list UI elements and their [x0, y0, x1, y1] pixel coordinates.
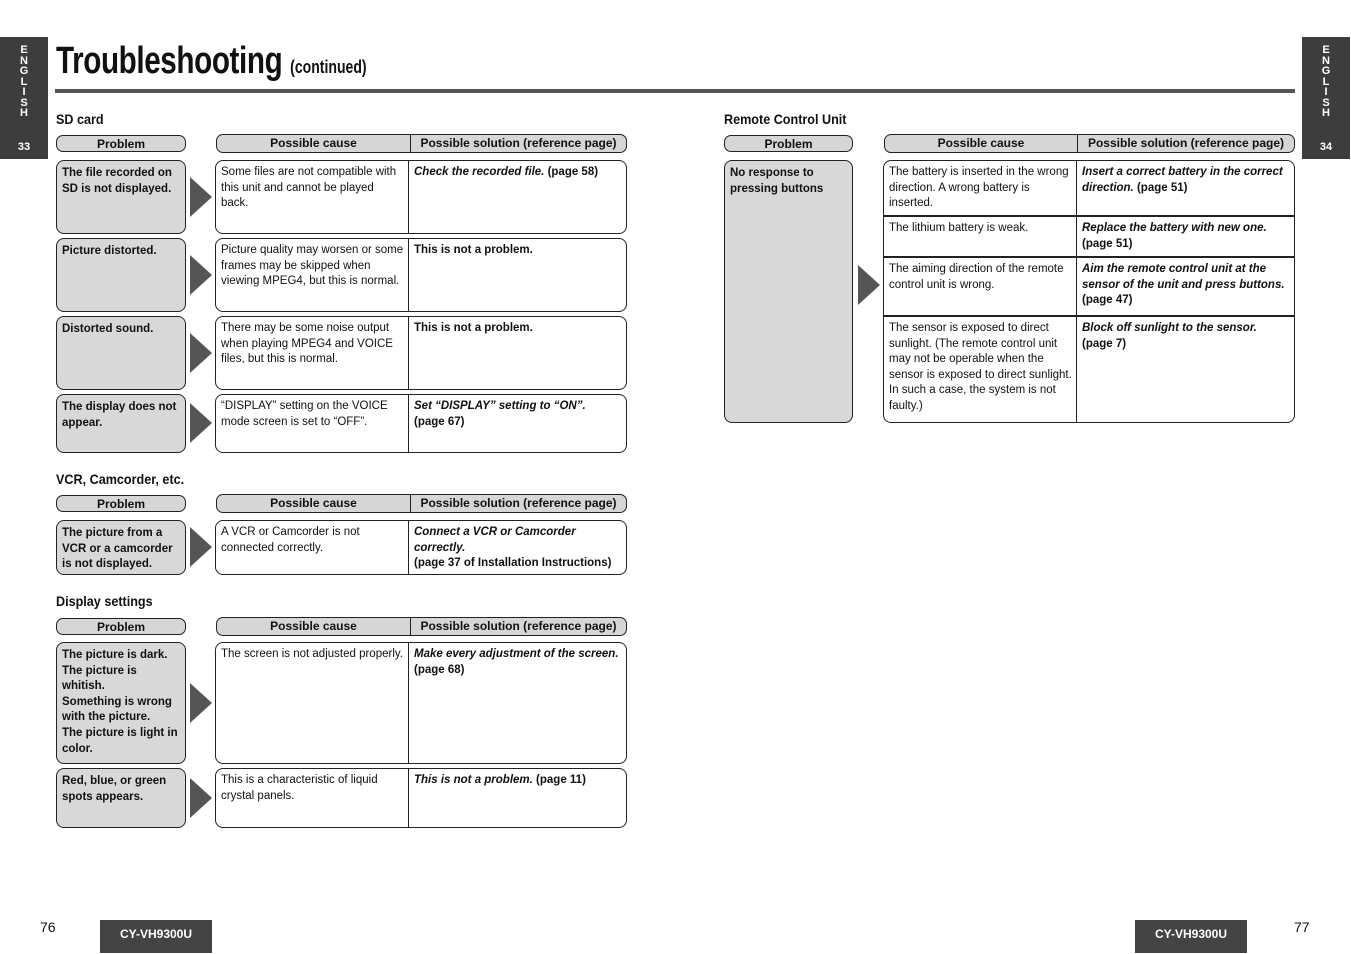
arrow-icon: [190, 778, 212, 818]
problem-cell: The display does not appear.: [56, 394, 186, 453]
header-problem-vcr: Problem: [56, 495, 186, 512]
header-cause: Possible cause: [885, 135, 1078, 152]
cause-cell: The aiming direction of the remote control unit is wrong.: [889, 263, 1064, 291]
language-tab-left: [0, 37, 48, 159]
arrow-icon: [190, 683, 212, 723]
header-solution: Possible solution (reference page): [420, 619, 617, 633]
solution-cell: This is not a problem.: [414, 322, 533, 334]
section-title-vcr: VCR, Camcorder, etc.: [56, 471, 185, 487]
arrow-icon: [190, 403, 212, 443]
header-problem-remote: Problem: [724, 135, 853, 152]
table-row: [215, 642, 627, 764]
solution-cell: Aim the remote control unit at the sensor of the unit and press buttons. (page 47): [1082, 263, 1285, 307]
header-solution: Possible solution (reference page): [1087, 136, 1285, 150]
header-cause-solution-vcr: [216, 494, 627, 513]
header-cause-solution-remote: [884, 134, 1295, 153]
problem-cell: The file recorded on SD is not displayed.: [56, 160, 186, 234]
solution-cell: Set “DISPLAY” setting to “ON”. (page 67): [414, 400, 586, 428]
arrow-icon: [190, 333, 212, 373]
header-cause: Possible cause: [217, 135, 411, 152]
problem-cell: Distorted sound.: [56, 316, 186, 390]
solution-cell: Check the recorded file. (page 58): [414, 166, 599, 178]
page-number-right: 77: [1294, 919, 1310, 935]
table-row: [215, 238, 627, 312]
table-row: [215, 520, 627, 575]
title-rule: [55, 89, 1295, 93]
header-problem-sd: Problem: [56, 135, 186, 152]
table-row: [215, 394, 627, 453]
cause-cell: The battery is inserted in the wrong direction. A wrong battery is inserted.: [889, 166, 1069, 210]
model-badge-left: CY-VH9300U: [100, 920, 212, 953]
solution-cell: Make every adjustment of the screen. (page 68): [414, 648, 619, 676]
cause-cell: A VCR or Camcorder is not connected correctly.: [221, 526, 360, 554]
solution-cell: Block off sunlight to the sensor. (page 7): [1082, 322, 1257, 350]
header-problem-display: Problem: [56, 618, 186, 635]
solution-cell: Insert a correct battery in the correct direction. (page 51): [1082, 166, 1283, 194]
page-title: [56, 40, 367, 83]
problem-cell: Picture distorted.: [56, 238, 186, 312]
problem-cell: No response to pressing buttons: [724, 160, 853, 423]
header-cause-solution-display: [216, 617, 627, 636]
header-solution: Possible solution (reference page): [420, 496, 617, 510]
solution-cell: This is not a problem.: [414, 244, 533, 256]
model-badge-right: CY-VH9300U: [1135, 920, 1247, 953]
cause-cell: This is a characteristic of liquid crystal panels.: [221, 774, 378, 802]
table-row: [215, 160, 627, 234]
cause-cell: The lithium battery is weak.: [889, 222, 1029, 234]
solution-cell: This is not a problem. (page 11): [414, 774, 586, 786]
language-letters-left: E N G L I S H: [19, 44, 29, 119]
header-cause-solution-sd: [216, 134, 627, 153]
cause-cell: There may be some noise output when playing MPEG4 and VOICE files, but this is normal.: [221, 322, 393, 366]
page-title-main: Troubleshooting: [56, 40, 283, 82]
language-tab-right: [1302, 37, 1350, 159]
cause-cell: Picture quality may worsen or some frames may be skipped when viewing MPEG4, but this is normal.: [221, 244, 404, 288]
solution-cell: Replace the battery with new one. (page 51): [1082, 222, 1267, 250]
header-solution: Possible solution (reference page): [420, 136, 617, 150]
remote-table: [883, 160, 1295, 423]
cause-cell: Some files are not compatible with this unit and cannot be played back.: [221, 166, 397, 210]
problem-cell: Red, blue, or green spots appears.: [56, 768, 186, 828]
section-title-remote: Remote Control Unit: [724, 111, 847, 127]
cause-cell: The sensor is exposed to direct sunlight. (The remote control unit may not be operable when the sensor is exposed to direct sunlight. In such a case, the system is not faulty.): [889, 322, 1072, 412]
page-number-left: 76: [40, 919, 56, 935]
arrow-icon: [190, 527, 212, 567]
tab-page-number-right: 34: [1319, 141, 1333, 153]
arrow-icon: [858, 265, 880, 305]
page-title-sub: (continued): [290, 57, 367, 77]
table-row: [215, 316, 627, 390]
problem-cell: The picture from a VCR or a camcorder is not displayed.: [56, 520, 186, 575]
section-title-sd-card: SD card: [56, 111, 104, 127]
section-title-display: Display settings: [56, 593, 153, 609]
tab-page-number-left: 33: [17, 141, 31, 153]
arrow-icon: [190, 177, 212, 217]
language-letters-right: E N G L I S H: [1321, 44, 1331, 119]
header-cause: Possible cause: [217, 618, 411, 635]
solution-cell: Connect a VCR or Camcorder correctly. (page 37 of Installation Instructions): [414, 526, 612, 570]
cause-cell: The screen is not adjusted properly.: [221, 648, 403, 660]
header-cause: Possible cause: [217, 495, 411, 512]
cause-cell: “DISPLAY” setting on the VOICE mode screen is set to “OFF”.: [221, 400, 388, 428]
arrow-icon: [190, 255, 212, 295]
table-row: [215, 768, 627, 828]
problem-cell: The picture is dark. The picture is whitish. Something is wrong with the picture. The picture is light in color.: [56, 642, 186, 764]
